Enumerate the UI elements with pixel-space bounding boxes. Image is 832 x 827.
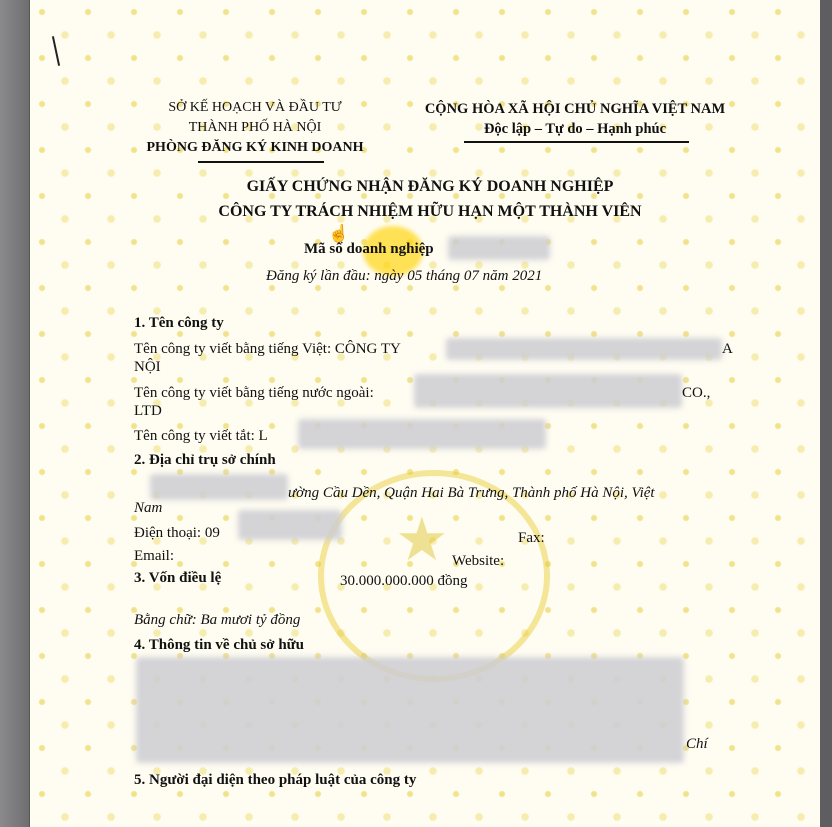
section5-heading: 5. Người đại diện theo pháp luật của công ty xyxy=(134,772,417,788)
tax-code-redacted xyxy=(448,236,550,260)
owner-info-redacted xyxy=(136,657,684,763)
vn-name-tail: A xyxy=(722,341,733,357)
section2-heading: 2. Địa chỉ trụ sở chính xyxy=(134,452,276,468)
address-text: ường Cầu Dền, Quận Hai Bà Trưng, Thành phố Hà Nội, Việt xyxy=(288,485,655,501)
issuer-line2: THÀNH PHỐ HÀ NỘI xyxy=(188,120,322,135)
foreign-name-label: Tên công ty viết bằng tiếng nước ngoài: xyxy=(134,385,374,401)
address-line2: Nam xyxy=(134,500,163,516)
phone-label: Điện thoại: 09 xyxy=(134,525,220,541)
website-label: Website: xyxy=(452,553,505,569)
capital-in-words: Bằng chữ: Ba mươi tỷ đồng xyxy=(134,612,301,628)
vn-name-redacted xyxy=(446,338,722,360)
vn-name-label: Tên công ty viết bằng tiếng Việt: CÔNG TY xyxy=(134,341,401,357)
owner-info-tail: Chí xyxy=(686,736,708,752)
section4-heading: 4. Thông tin về chủ sở hữu xyxy=(134,637,305,653)
nation-title: CỘNG HÒA XÃ HỘI CHỦ NGHĨA VIỆT NAM xyxy=(424,101,726,117)
section3-heading: 3. Vốn điều lệ xyxy=(134,570,222,586)
issuer-line1: SỞ KẾ HOẠCH VÀ ĐẦU TƯ xyxy=(168,100,342,115)
right-backdrop xyxy=(820,0,832,827)
phone-redacted xyxy=(238,510,342,540)
hand-cursor-icon: ☝ xyxy=(328,224,350,243)
company-type-title: CÔNG TY TRÁCH NHIỆM HỮU HẠN MỘT THÀNH VIÊN xyxy=(218,203,642,220)
address-redacted xyxy=(150,474,288,500)
star-icon: ★ xyxy=(395,507,449,573)
short-name-label: Tên công ty viết tắt: L xyxy=(134,428,268,444)
foreign-name-tail: CO., xyxy=(682,385,711,401)
nation-motto: Độc lập – Tự do – Hạnh phúc xyxy=(483,121,667,137)
short-name-redacted xyxy=(298,419,546,449)
vn-name-line2: NỘI xyxy=(134,359,161,375)
fax-label: Fax: xyxy=(518,530,545,546)
section1-heading: 1. Tên công ty xyxy=(134,315,224,331)
certificate-title: GIẤY CHỨNG NHẬN ĐĂNG KÝ DOANH NGHIỆP xyxy=(246,178,614,195)
left-backdrop xyxy=(0,0,30,827)
first-registration-date: Đăng ký lần đầu: ngày 05 tháng 07 năm 2021 xyxy=(266,268,543,284)
issuer-underline xyxy=(198,161,324,163)
motto-underline xyxy=(464,141,689,143)
issuer-line3: PHÒNG ĐĂNG KÝ KINH DOANH xyxy=(146,140,364,155)
tax-code-label: Mã số doanh nghiệp xyxy=(304,241,434,257)
charter-capital-amount: 30.000.000.000 đồng xyxy=(340,573,468,589)
foreign-name-line2: LTD xyxy=(134,403,162,419)
email-label: Email: xyxy=(134,548,174,564)
foreign-name-redacted xyxy=(414,374,682,408)
